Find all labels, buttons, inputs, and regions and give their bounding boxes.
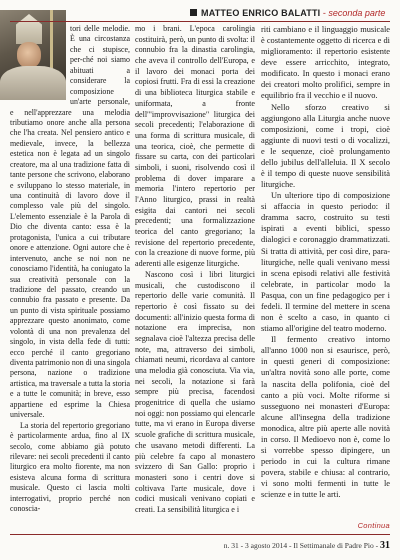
paragraph: Un ulteriore tipo di composizione si affaccia in questo periodo: il dramma sacro, costruito su testi ispirati a eventi biblici, spesso dialogici e coronaggio drammatizzati. Si tratta di attività, per così dire, para-liturgiche, nelle quali venivano messi in scena episodi relativi alle festività celebrate, in particolar modo la Pasqua, con un fine pedagogico per i fedeli. Il termine del mettere in scena non è scelto a caso, in quanto ci stiamo all'origine del teatro moderno. [261,191,390,334]
continua-label: Continua [357,521,390,530]
footer-rule [10,534,390,535]
paragraph: Il fermento creativo intorno all'anno 1000 non si esaurisce, però, in questi generi di composizione: un'altra novità sono alle porte, come la nascita della polifonia, cioè del canto a più voci. Molte riforme si susseguono nei monasteri d'Europa: alcune all'insegna della tradizione monodica, altre più aperte alle novità in corso. Il Medioevo non è, come lo si vorrebbe spesso dipingere, un periodo in cui la cultura rimane povera, stabile e chiusa: al contrario, vi sono molti fermenti in tutte le scienze e in tutte le arti. [261,335,390,500]
article-column-3 [261,24,390,500]
article-column-1 [10,24,130,515]
paragraph: mo i brani. L'epoca carolingia costituirà, però, un punto di svolta: il connubio fra la dinastia carolingia, che aveva il controllo dell'Europa, e il lavoro dei monaci porta dei copiosi frutti. Fra di essi la creazione di una biblioteca liturgica stabile e uniformata, a fronte dell'"improvvisazione" liturgica dei secoli precedenti; l'elaborazione di una forma di scrittura musicale, di una teorica, cioè, che permette di fissare su carta, con dei particolari simboli, i suoni, risolvendo così il problema di dover imparare a memoria l'intero repertorio per l'Anno liturgico, prassi in realtà esigita dai cantori nei secoli precedenti; una formalizzazione teorica del canto gregoriano; la revisione del repertorio precedente, con la creazione di nuove forme, più aderenti alle esigenze liturgiche. [135,24,255,269]
header-separator: - [320,8,329,18]
header-section: seconda parte [328,8,386,18]
paragraph: Nello sforzo creativo si aggiungono alla Liturgia anche nuove composizioni, come i tropi, cioè aggiunte di nuovi testi o di vocalizzi, e le sequenze, cioè prolungamento dello jubilus dell'alleluia. Il X secolo è il tempo di queste nuove sensibilità liturgiche. [261,102,390,190]
footer-separator: - [373,541,380,550]
article-column-2 [135,24,255,516]
footer-separator: - [287,541,294,550]
page-footer [224,540,390,551]
paragraph: tori delle melodie. È una circostanza che ci stupisce, per-ché noi siamo abituati a considerare la composizione un'arte personale, e nell'apprezzare una melodia tributiamo onore anche alla persona che l'ha creata. Nel pensiero antico e medievale, invece, la bellezza estetica non è legata ad un singolo creatore, ma al una tradizione fatta di tante persone che scrivono, elaborano e sviluppano lo stesso materiale, in una continuità di lavoro dove il complesso vale più del singolo. L'elemento essenziale è la Parola di Dio che diventa canto: essa è la protagonista, l'unica a cui tributare onore e attenzione. Ogni autore che è intervenuto, anche se noi non ne conosciamo l'identità, ha coniugato la sua creatività personale con la tradizione del passato, creando un connubio fra passato e presente. Da un punto di vista spirituale possiamo apprezzare questo anonimato, come volontà di una non prevalenza del singolo, in vista della fede di tutti: ecco perché il canto gregoriano diventa patrimonio non di una singola persona, nazione o tradizione artistica, ma traversale a tutta la storia e a tutte le comunità; in breve, esso appartiene ed esprime la Chiesa universale. [10,24,130,420]
header-author: MATTEO ENRICO BALATTI [201,8,321,18]
footer-issue: n. 31 [223,541,239,550]
page-header [190,6,390,20]
footer-publication: Il Settimanale di Padre Pio [293,541,374,550]
page-number: 31 [380,540,390,551]
footer-date: 3 agosto 2014 [245,541,288,550]
header-square-icon [190,9,197,16]
header-rule [10,21,390,22]
paragraph: La storia del repertorio gregoriano è particolarmente ardua, fino al IX secolo, come abbiamo già potuto rilevare: nei secoli precedenti il canto liturgico era molto fiorente, ma non esisteva alcuna forma di scrittura musicale. Questo ci lascia molti interrogativi, proprio perché non conoscia- [10,420,130,514]
paragraph: riti cambiano e il linguaggio musicale è costantemente oggetto di ricerca e di miglioramento: il repertorio esistente deve essere arricchito, integrato, modificato. In questo i monaci erano dei creatori molto prolifici, sempre in equilibrio fra il vecchio e il nuovo. [261,25,390,101]
paragraph: Nascono così i libri liturgici musicali, che custodiscono il repertorio delle varie comunità. Il repertorio è così fissato su dei documenti: all'inizio questa forma di notazione era imprecisa, non segnalava cioè l'altezza precisa delle note, ma, attraverso dei simboli, chiamati neumi, ricordava al cantore una melodia già conosciuta. Via via, nei secoli, la notazione si farà sempre più precisa, facendosi progenitrice di quella che usiamo noi oggi: non possiamo qui elencarle tutte, ma vi erano in Europa diverse scuole grafiche di scrittura musicale, che usavano metodi differenti. La più celebre fa capo al monastero svizzero di San Gallo: proprio i monasteri sono i centri dove si coltivava l'arte musicale, dove i codici musicali venivano copiati e creati. La sensibilità liturgica e i [135,269,255,514]
footer-separator: - [238,541,245,550]
